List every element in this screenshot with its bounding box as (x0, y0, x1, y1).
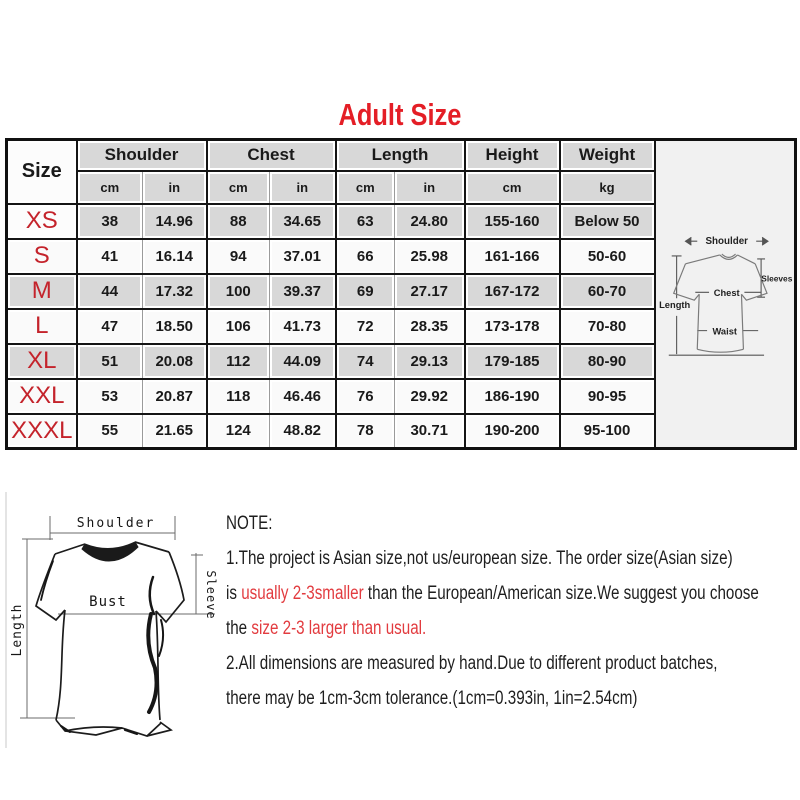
unit-height-cm: cm (465, 171, 560, 204)
cell: 112 (207, 344, 270, 379)
cell: 44.09 (270, 344, 336, 379)
tshirt-diagram-small (656, 143, 795, 446)
cell: 106 (207, 309, 270, 344)
cell: 190-200 (465, 414, 560, 449)
cell: 69 (336, 274, 395, 309)
cell: 46.46 (270, 379, 336, 414)
cell: 25.98 (395, 239, 465, 274)
cell: Below 50 (560, 204, 655, 239)
size-label: M (7, 274, 77, 309)
cell: 55 (77, 414, 143, 449)
col-header-chest: Chest (207, 140, 336, 171)
cell: 179-185 (465, 344, 560, 379)
cell: 100 (207, 274, 270, 309)
cell: 118 (207, 379, 270, 414)
cell: 167-172 (465, 274, 560, 309)
cell: 21.65 (143, 414, 207, 449)
size-label: L (7, 309, 77, 344)
unit-chest-in: in (270, 171, 336, 204)
unit-length-in: in (395, 171, 465, 204)
cell: 80-90 (560, 344, 655, 379)
tshirt-diagram-large (4, 484, 238, 756)
note-highlight: size 2-3 larger than usual. (251, 618, 427, 639)
cell: 37.01 (270, 239, 336, 274)
cell: 72 (336, 309, 395, 344)
cell: 95-100 (560, 414, 655, 449)
cell: 14.96 (143, 204, 207, 239)
cell: 20.08 (143, 344, 207, 379)
cell: 76 (336, 379, 395, 414)
cell: 47 (77, 309, 143, 344)
cell: 41 (77, 239, 143, 274)
cell: 17.32 (143, 274, 207, 309)
col-header-height: Height (465, 140, 560, 171)
note-line: is usually 2-3smaller than the European/American size.We suggest you choose (226, 583, 759, 604)
unit-length-cm: cm (336, 171, 395, 204)
col-header-length: Length (336, 140, 465, 171)
cell: 28.35 (395, 309, 465, 344)
cell: 41.73 (270, 309, 336, 344)
note-heading: NOTE: (226, 513, 273, 534)
small-waist-label: Waist (711, 326, 737, 337)
cell: 173-178 (465, 309, 560, 344)
cell: 20.87 (143, 379, 207, 414)
col-header-weight: Weight (560, 140, 655, 171)
size-label: XXL (7, 379, 77, 414)
cell: 27.17 (395, 274, 465, 309)
small-shoulder-label: Shoulder (704, 235, 748, 247)
cell: 88 (207, 204, 270, 239)
cell: 24.80 (395, 204, 465, 239)
unit-shoulder-cm: cm (77, 171, 143, 204)
cell: 74 (336, 344, 395, 379)
cell: 63 (336, 204, 395, 239)
table-header-row (7, 140, 796, 171)
large-bust-label: Bust (89, 594, 127, 610)
size-label: XXXL (7, 414, 77, 449)
small-chest-label: Chest (713, 287, 740, 298)
note-highlight: usually 2-3smaller (241, 583, 364, 604)
unit-shoulder-in: in (143, 171, 207, 204)
cell: 30.71 (395, 414, 465, 449)
sizing-note (226, 506, 797, 716)
cell: 124 (207, 414, 270, 449)
cell: 51 (77, 344, 143, 379)
cell: 53 (77, 379, 143, 414)
cell: 186-190 (465, 379, 560, 414)
cell: 161-166 (465, 239, 560, 274)
unit-weight-kg: kg (560, 171, 655, 204)
cell: 39.37 (270, 274, 336, 309)
cell: 38 (77, 204, 143, 239)
cell: 94 (207, 239, 270, 274)
cell: 18.50 (143, 309, 207, 344)
cell: 70-80 (560, 309, 655, 344)
large-shoulder-label: Shoulder (76, 516, 156, 531)
unit-chest-cm: cm (207, 171, 270, 204)
note-line: the size 2-3 larger than usual. (226, 618, 427, 639)
page-title: Adult Size (338, 97, 462, 132)
size-label: S (7, 239, 77, 274)
large-length-label: Length (10, 603, 25, 657)
cell: 66 (336, 239, 395, 274)
cell: 48.82 (270, 414, 336, 449)
cell: 16.14 (143, 239, 207, 274)
note-line: there may be 1cm-3cm tolerance.(1cm=0.393in, 1in=2.54cm) (226, 688, 638, 709)
size-table (5, 138, 797, 450)
large-sleeve-label: Sleeve (204, 570, 218, 620)
cell: 155-160 (465, 204, 560, 239)
cell: 90-95 (560, 379, 655, 414)
size-label: XL (7, 344, 77, 379)
cell: 29.13 (395, 344, 465, 379)
cell: 44 (77, 274, 143, 309)
note-line: 1.The project is Asian size,not us/european size. The order size(Asian size) (226, 548, 733, 569)
cell: 29.92 (395, 379, 465, 414)
note-line: 2.All dimensions are measured by hand.Due to different product batches, (226, 653, 718, 674)
col-header-shoulder: Shoulder (77, 140, 207, 171)
cell: 50-60 (560, 239, 655, 274)
cell: 78 (336, 414, 395, 449)
small-sleeves-label: Sleeves (760, 273, 792, 284)
cell: 34.65 (270, 204, 336, 239)
small-length-label: Length (658, 299, 690, 310)
tshirt-diagram-small-cell (655, 140, 796, 449)
col-header-size: Size (7, 140, 77, 204)
cell: 60-70 (560, 274, 655, 309)
size-label: XS (7, 204, 77, 239)
